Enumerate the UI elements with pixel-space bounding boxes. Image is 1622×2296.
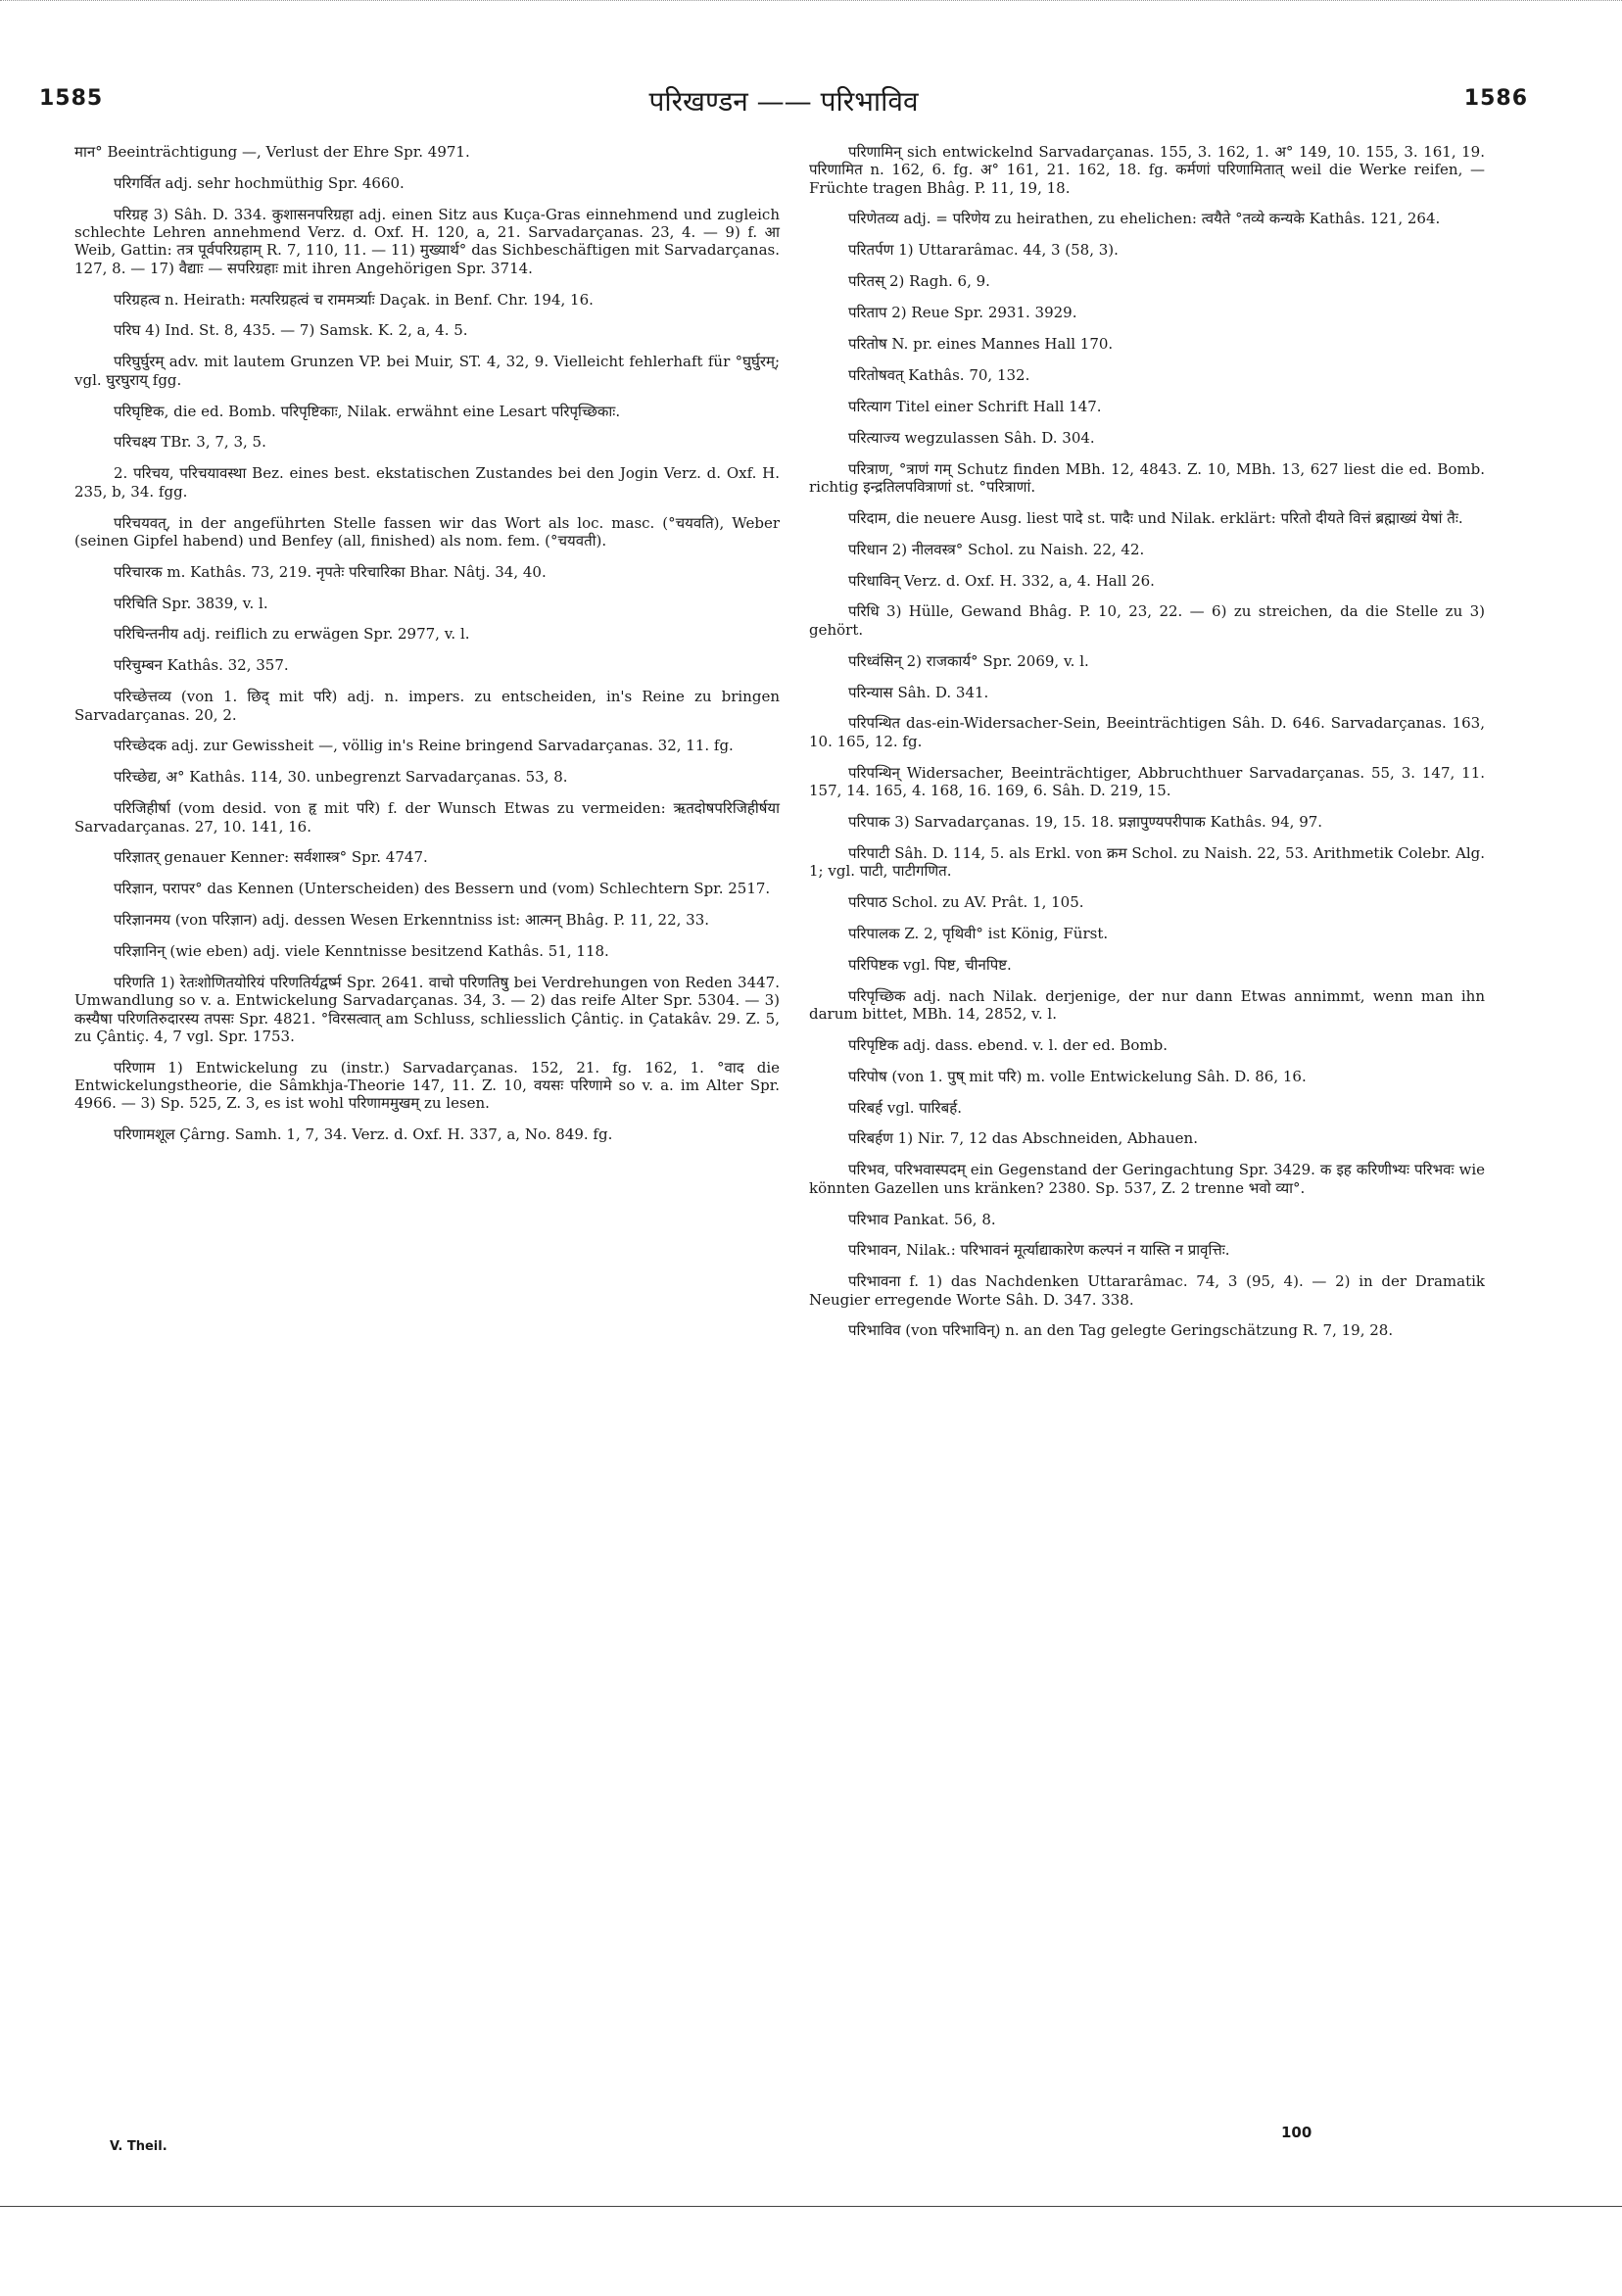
dictionary-entry: परिधाविन् Verz. d. Oxf. H. 332, a, 4. Hall 26.	[848, 571, 1155, 590]
dictionary-entry: परिणामिन् sich entwickelnd Sarvadarçanas. 155, 3. 162, 1. अ° 149, 10. 155, 3. 161, 19. परिणामित n. 162, 6. fg. अ° 161, 21. 162, 18. fg. कर्मणां परिणामितात् weil die Werke reifen, — Früchte tragen Bhâg. P. 11, 19, 18.	[809, 143, 1485, 197]
dictionary-entry: परिणति 1) रेतःशोणितयोरियं परिणतिर्यद्वर्ष्म Spr. 2641. वाचो परिणतिषु bei Verdrehungen von Reden 3447. Umwandlung so v. a. Entwickelung Sarvadarçanas. 34, 3. — 2) das reife Alter Spr. 5304. — 3) कस्यैषा परिणतिरुदारस्य तपसः Spr. 4821. °विरसत्वात् am Schluss, schliesslich Çântiç. in Çatakâv. 29. Z. 5, zu Çântiç. 4, 7 vgl. Spr. 1753.	[74, 973, 780, 1045]
running-head: परिखण्डन —— परिभाविव	[648, 85, 919, 118]
dictionary-entry: परिन्यास Sâh. D. 341.	[848, 683, 989, 701]
dictionary-entry: परिणाम 1) Entwickelung zu (instr.) Sarvadarçanas. 152, 21. fg. 162, 1. °वाद die Entwickelungstheorie, die Sâmkhja-Theorie 147, 11. Z. 10, वयसः परिणामे so v. a. im Alter Spr. 4966. — 3) Sp. 525, Z. 3, es ist wohl परिणाममुखम् zu lesen.	[74, 1058, 780, 1113]
dictionary-entry: 2. परिचय, परिचयावस्था Bez. eines best. ekstatischen Zustandes bei den Jogin Verz. d. Oxf. H. 235, b, 34. fgg.	[74, 464, 780, 501]
right-column	[809, 143, 1485, 1340]
dictionary-entry: परिच्छेद्य, अ° Kathâs. 114, 30. unbegrenzt Sarvadarçanas. 53, 8.	[114, 768, 568, 787]
dictionary-entry: परिचुम्बन Kathâs. 32, 357.	[114, 656, 289, 675]
dictionary-entry: परिग्रहत्व n. Heirath: मत्परिग्रहत्वं च राममर्त्र्याः Daçak. in Benf. Chr. 194, 16.	[114, 290, 594, 309]
dictionary-entry: परिचारक m. Kathâs. 73, 219. नृपतेः परिचारिका Bhar. Nâtj. 34, 40.	[114, 562, 547, 581]
dictionary-entry: मान° Beeinträchtigung —, Verlust der Ehre Spr. 4971.	[74, 143, 470, 161]
dictionary-entry: परिपाटी Sâh. D. 114, 5. als Erkl. von क्रम Schol. zu Naish. 22, 53. Arithmetik Colebr. Alg. 1; vgl. पाटी, पाटीगणित.	[809, 843, 1485, 880]
dictionary-entry: परिघृष्टिक, die ed. Bomb. परिपृष्टिकाः, Nilak. erwähnt eine Lesart परिपृच्छिकाः.	[114, 402, 621, 420]
dictionary-entry: परिणामशूल Çârng. Samh. 1, 7, 34. Verz. d. Oxf. H. 337, a, No. 849. fg.	[114, 1125, 613, 1144]
bottom-rule	[0, 2206, 1622, 2207]
dictionary-entry: परितोषवत् Kathâs. 70, 132.	[848, 365, 1030, 384]
dictionary-entry: परिगर्वित adj. sehr hochmüthig Spr. 4660.	[114, 173, 405, 192]
dictionary-entry: परिज्ञातर् genauer Kenner: सर्वशास्त्र° Spr. 4747.	[114, 848, 428, 867]
dictionary-entry: परित्याज्य wegzulassen Sâh. D. 304.	[848, 428, 1095, 447]
dictionary-entry: परिज्ञान, परापर° das Kennen (Unterscheiden) des Bessern und (vom) Schlechtern Spr. 2517.	[114, 880, 771, 898]
dictionary-entry: परिज्ञानिन् (wie eben) adj. viele Kenntnisse besitzend Kathâs. 51, 118.	[114, 942, 609, 961]
dictionary-entry: परिबर्हण 1) Nir. 7, 12 das Abschneiden, Abhauen.	[848, 1129, 1198, 1148]
dictionary-entry: परित्राण, °त्राणं गम् Schutz finden MBh. 12, 4843. Z. 10, MBh. 13, 627 liest die ed. Bomb. richtig इन्द्रतिलपवित्राणां st. °परित्राणां.	[809, 459, 1485, 496]
dictionary-entry: परितस् 2) Ragh. 6, 9.	[848, 272, 990, 291]
dictionary-entry: परिजिहीर्षा (vom desid. von हृ mit परि) f. der Wunsch Etwas zu vermeiden: ऋतदोषपरिजिहीर्षया Sarvadarçanas. 27, 10. 141, 16.	[74, 799, 780, 836]
dictionary-entry: परिचक्ष्य TBr. 3, 7, 3, 5.	[114, 433, 266, 452]
dictionary-entry: परिपिष्टक vgl. पिष्ट, चीनपिष्ट.	[848, 955, 1012, 974]
dictionary-entry: परिपन्थिन् Widersacher, Beeinträchtiger, Abbruchthuer Sarvadarçanas. 55, 3. 147, 11. 157, 14. 165, 4. 168, 16. 169, 6. Sâh. D. 219, 15.	[809, 763, 1485, 799]
dictionary-entry: परिच्छेत्तव्य (von 1. छिद् mit परि) adj. n. impers. zu entscheiden, in's Reine zu bringen Sarvadarçanas. 20, 2.	[74, 688, 780, 724]
page-header	[39, 86, 1528, 125]
dictionary-entry: परिध्वंसिन् 2) राजकार्य° Spr. 2069, v. l.	[848, 651, 1089, 670]
dictionary-entry: परिभाव Pankat. 56, 8.	[848, 1210, 996, 1228]
dictionary-entry: परिपाक 3) Sarvadarçanas. 19, 15. 18. प्रज्ञापुण्यपरीपाक Kathâs. 94, 97.	[848, 812, 1323, 831]
dictionary-entry: परित्याग Titel einer Schrift Hall 147.	[848, 397, 1102, 415]
dictionary-entry: परिभव, परिभवास्पदम् ein Gegenstand der Geringachtung Spr. 3429. क इह करिणीभ्यः परिभवः wie könnten Gazellen uns kränken? 2380. Sp. 537, Z. 2 trenne भवो व्या°.	[809, 1161, 1485, 1197]
dictionary-entry: परिपाठ Schol. zu AV. Prât. 1, 105.	[848, 892, 1084, 911]
left-column	[74, 143, 780, 1144]
dictionary-entry: परिताप 2) Reue Spr. 2931. 3929.	[848, 304, 1077, 322]
dictionary-entry: परिपृच्छिक adj. nach Nilak. derjenige, der nur dann Etwas annimmt, wenn man ihn darum bittet, MBh. 14, 2852, v. l.	[809, 986, 1485, 1023]
dictionary-entry: परिपन्थित das-ein-Widersacher-Sein, Beeinträchtigen Sâh. D. 646. Sarvadarçanas. 163, 10. 165, 12. fg.	[809, 714, 1485, 750]
dictionary-entry: परिपोष (von 1. पुष् mit परि) m. volle Entwickelung Sâh. D. 86, 16.	[848, 1067, 1307, 1085]
dictionary-entry: परिचयवत्, in der angeführten Stelle fassen wir das Wort als loc. masc. (°चयवति), Weber (seinen Gipfel habend) und Benfey (all, finished) als nom. fem. (°चयवती).	[74, 513, 780, 550]
dictionary-entry: परिग्रह 3) Sâh. D. 334. कुशासनपरिग्रहा adj. einen Sitz aus Kuça-Gras einnehmend und zugleich schlechte Lehren annehmend Verz. d. Oxf. H. 120, a, 21. Sarvadarçanas. 23, 4. — 9) f. आ Weib, Gattin: तत्र पूर्वपरिग्रहाम् R. 7, 110, 11. — 11) मुख्यार्थ° das Sichbeschäftigen mit Sarvadarçanas. 127, 8. — 17) वैद्याः — सपरिग्रहाः mit ihren Angehörigen Spr. 3714.	[74, 205, 780, 277]
dictionary-entry: परिभाविव (von परिभाविन्) n. an den Tag gelegte Geringschätzung R. 7, 19, 28.	[848, 1321, 1394, 1340]
dictionary-entry: परिघुर्घुरम् adv. mit lautem Grunzen VP. bei Muir, ST. 4, 32, 9. Vielleicht fehlerhaft für °घुर्घुरम्; vgl. घुरघुराय् fgg.	[74, 353, 780, 389]
right-page-number: 1586	[1463, 86, 1528, 111]
dictionary-entry: परिचिति Spr. 3839, v. l.	[114, 594, 268, 612]
dictionary-entry: परिबर्ह vgl. पारिबर्ह.	[848, 1098, 962, 1117]
dictionary-entry: परितोष N. pr. eines Mannes Hall 170.	[848, 335, 1114, 354]
dictionary-entry: परिधान 2) नीलवस्त्र° Schol. zu Naish. 22, 42.	[848, 540, 1145, 558]
top-scan-edge	[0, 0, 1622, 6]
left-page-number: 1585	[39, 86, 104, 111]
dictionary-entry: परिघ 4) Ind. St. 8, 435. — 7) Samsk. K. 2, a, 4. 5.	[114, 321, 468, 340]
dictionary-entry: परितर्पण 1) Uttararâmac. 44, 3 (58, 3).	[848, 241, 1119, 260]
volume-label: V. Theil.	[110, 2139, 167, 2154]
dictionary-entry: परिचिन्तनीय adj. reiflich zu erwägen Spr. 2977, v. l.	[114, 625, 470, 644]
signature-mark: 100	[1281, 2124, 1312, 2141]
dictionary-entry: परिपालक Z. 2, पृथिवी° ist König, Fürst.	[848, 924, 1109, 942]
dictionary-entry: परिणेतव्य adj. = परिणेय zu heirathen, zu ehelichen: त्वयैते °तव्ये कन्यके Kathâs. 121, 264.	[848, 210, 1441, 228]
dictionary-entry: परिभावन, Nilak.: परिभावनं मूर्त्याद्याकारेण कल्पनं न यास्ति न प्रावृत्तिः.	[848, 1241, 1230, 1260]
dictionary-entry: परिज्ञानमय (von परिज्ञान) adj. dessen Wesen Erkenntniss ist: आत्मन् Bhâg. P. 11, 22, 33.	[114, 911, 710, 930]
dictionary-entry: परिदाम, die neuere Ausg. liest पादे st. पादैः und Nilak. erklärt: परितो दीयते वित्तं ब्रह्माख्यं येषां तैः.	[848, 508, 1463, 527]
dictionary-entry: परिच्छेदक adj. zur Gewissheit —, völlig in's Reine bringend Sarvadarçanas. 32, 11. fg.	[114, 737, 734, 755]
dictionary-entry: परिधि 3) Hülle, Gewand Bhâg. P. 10, 23, 22. — 6) zu streichen, da die Stelle zu 3) gehört.	[809, 602, 1485, 639]
dictionary-entry: परिभावना f. 1) das Nachdenken Uttararâmac. 74, 3 (95, 4). — 2) in der Dramatik Neugier erregende Worte Sâh. D. 347. 338.	[809, 1272, 1485, 1309]
dictionary-entry: परिपृष्टिक adj. dass. ebend. v. l. der ed. Bomb.	[848, 1035, 1169, 1054]
